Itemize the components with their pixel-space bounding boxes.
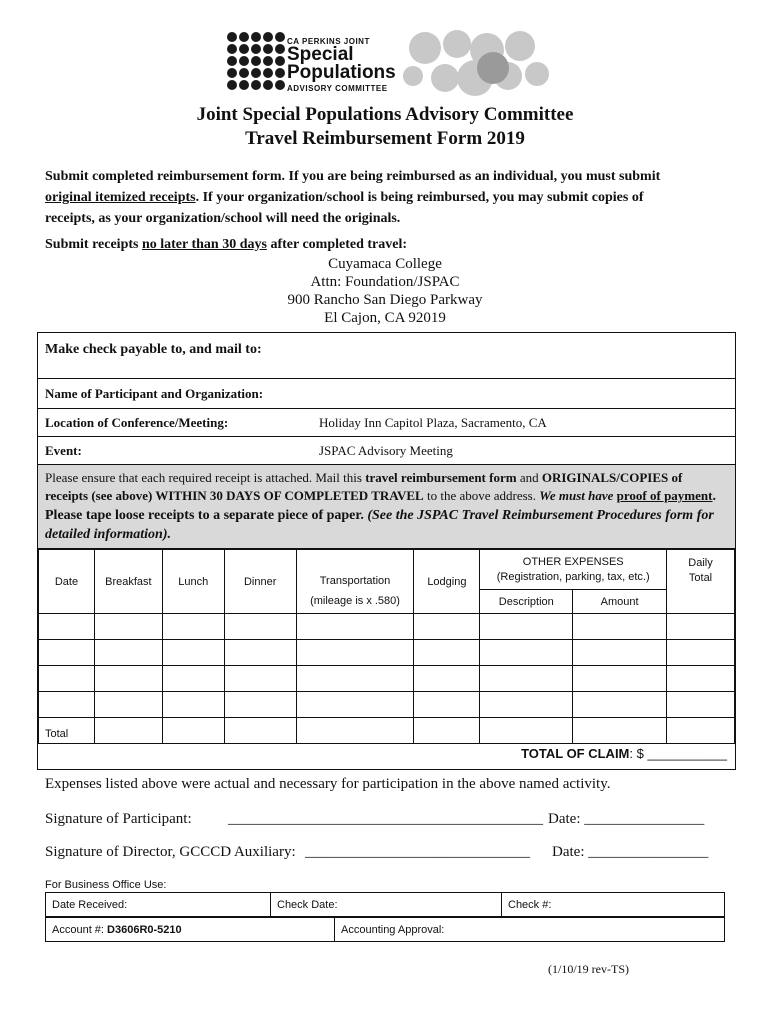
deadline-text-underlined: no later than 30 days xyxy=(141,237,267,252)
table-cell[interactable] xyxy=(94,666,162,692)
table-cell[interactable] xyxy=(573,614,667,640)
expense-table xyxy=(38,549,735,744)
table-cell[interactable] xyxy=(94,692,162,718)
total-cell[interactable] xyxy=(573,718,667,744)
declaration: Expenses listed above were actual and necessary for participation in the above named activity. xyxy=(45,776,611,792)
table-cell[interactable] xyxy=(39,614,95,640)
table-cell[interactable] xyxy=(414,666,480,692)
table-cell[interactable] xyxy=(224,614,296,640)
table-cell[interactable] xyxy=(162,692,224,718)
table-cell[interactable] xyxy=(296,666,414,692)
header-other-line-1: OTHER EXPENSES xyxy=(522,555,624,568)
table-cell[interactable] xyxy=(414,640,480,666)
address-line-4: El Cajon, CA 92019 xyxy=(324,310,446,326)
business-office-heading: For Business Office Use: xyxy=(45,879,167,891)
table-row[interactable] xyxy=(39,640,735,666)
notice-panel xyxy=(38,465,735,549)
table-cell[interactable] xyxy=(573,666,667,692)
logo-line-4: ADVISORY COMMITTEE xyxy=(287,84,388,93)
date-received-field[interactable]: Date Received: xyxy=(46,893,271,917)
table-cell[interactable] xyxy=(296,692,414,718)
table-cell[interactable] xyxy=(573,640,667,666)
event-value: JSPAC Advisory Meeting xyxy=(319,443,453,458)
header-mileage: (mileage is x .580) xyxy=(296,590,414,614)
header-transportation xyxy=(296,550,414,590)
header-lunch: Lunch xyxy=(162,550,224,614)
table-cell[interactable] xyxy=(480,614,573,640)
account-number-label: Account #: xyxy=(52,923,108,936)
table-cell[interactable] xyxy=(573,692,667,718)
table-cell[interactable] xyxy=(162,666,224,692)
event-row[interactable] xyxy=(38,437,735,465)
check-date-field[interactable]: Check Date: xyxy=(271,893,502,917)
total-row[interactable] xyxy=(39,718,735,744)
participant-date-field[interactable]: Date: ________________ xyxy=(548,811,705,827)
logo-line-1: CA PERKINS JOINT xyxy=(287,37,370,46)
notice-text-5: to the above address. xyxy=(423,488,540,503)
total-row-label: Total xyxy=(39,718,95,744)
director-date-field[interactable]: Date: ________________ xyxy=(552,844,709,860)
header-transportation-label: Transportation xyxy=(319,574,391,587)
payable-label: Make check payable to, and mail to: xyxy=(45,342,262,357)
intro-original-receipts: original itemized receipts xyxy=(45,190,196,205)
header-daily-line-1: Daily xyxy=(688,557,713,569)
table-cell[interactable] xyxy=(224,692,296,718)
table-cell[interactable] xyxy=(667,640,735,666)
header-date: Date xyxy=(39,550,95,614)
header-daily-line-2: Total xyxy=(688,572,713,584)
deadline-paragraph xyxy=(45,234,735,255)
account-number-field[interactable] xyxy=(46,918,335,942)
header-dinner: Dinner xyxy=(224,550,296,614)
table-cell[interactable] xyxy=(667,614,735,640)
participant-label: Name of Participant and Organization: xyxy=(45,386,264,401)
header-other-line-2: (Registration, parking, tax, etc.) xyxy=(496,570,650,583)
notice-text-8: . Please tape loose receipts to a separate piece of paper. xyxy=(45,489,716,523)
total-of-claim[interactable] xyxy=(521,746,727,761)
total-cell[interactable] xyxy=(414,718,480,744)
table-cell[interactable] xyxy=(94,614,162,640)
total-of-claim-label: TOTAL OF CLAIM xyxy=(521,746,630,761)
payable-row[interactable] xyxy=(38,333,735,379)
table-cell[interactable] xyxy=(480,692,573,718)
director-signature-label: Signature of Director, GCCCD Auxiliary: xyxy=(45,844,296,860)
table-cell[interactable] xyxy=(414,614,480,640)
intro-line-1: Submit completed reimbursement form. If you are being reimbursed as an individual, you must submit xyxy=(45,169,661,184)
header-other-expenses xyxy=(480,550,667,590)
location-row[interactable] xyxy=(38,409,735,437)
location-label: Location of Conference/Meeting: xyxy=(45,415,229,430)
participant-row[interactable] xyxy=(38,379,735,409)
total-cell[interactable] xyxy=(224,718,296,744)
logo xyxy=(225,28,550,98)
notice-text-4: ORIGINALS/COPIES of receipts (see above) WITHIN 30 DAYS OF COMPLETED TRAVEL xyxy=(45,470,683,503)
table-cell[interactable] xyxy=(39,692,95,718)
page-subtitle: Travel Reimbursement Form 2019 xyxy=(245,128,525,149)
event-label: Event: xyxy=(45,443,82,458)
notice-text-7: proof of payment xyxy=(616,488,713,503)
check-number-field[interactable]: Check #: xyxy=(502,893,725,917)
table-cell[interactable] xyxy=(296,640,414,666)
intro-paragraph xyxy=(45,166,735,229)
table-cell[interactable] xyxy=(667,692,735,718)
table-cell[interactable] xyxy=(414,692,480,718)
header-description: Description xyxy=(480,590,573,614)
logo-line-3: Populations xyxy=(287,62,396,83)
address-line-3: 900 Rancho San Diego Parkway xyxy=(287,292,483,308)
participant-signature-label: Signature of Participant: xyxy=(45,811,192,827)
address-line-1: Cuyamaca College xyxy=(328,256,442,272)
revision-footer: (1/10/19 rev-TS) xyxy=(548,962,629,976)
notice-text-3: and xyxy=(516,470,542,485)
table-row[interactable] xyxy=(39,692,735,718)
logo-line-2: Special xyxy=(287,44,354,65)
table-cell[interactable] xyxy=(162,640,224,666)
table-cell[interactable] xyxy=(94,640,162,666)
table-cell[interactable] xyxy=(667,666,735,692)
account-number-value: D3606R0-5210 xyxy=(107,923,182,936)
header-lodging: Lodging xyxy=(414,550,480,614)
header-breakfast: Breakfast xyxy=(94,550,162,614)
table-cell[interactable] xyxy=(39,666,95,692)
total-cell[interactable] xyxy=(162,718,224,744)
total-cell[interactable] xyxy=(480,718,573,744)
total-cell[interactable] xyxy=(296,718,414,744)
notice-text-9: (See the JSPAC Travel Reimbursement Procedures form for detailed information). xyxy=(45,508,714,542)
table-row[interactable] xyxy=(39,666,735,692)
header-amount: Amount xyxy=(573,590,667,614)
total-cell[interactable] xyxy=(667,718,735,744)
table-cell[interactable] xyxy=(480,666,573,692)
page-title: Joint Special Populations Advisory Committee xyxy=(196,104,574,125)
accounting-approval-field[interactable]: Accounting Approval: xyxy=(335,918,725,942)
notice-text-6: We must have xyxy=(539,488,617,503)
director-signature-line[interactable]: ______________________________ xyxy=(305,844,530,860)
table-cell[interactable] xyxy=(39,640,95,666)
table-cell[interactable] xyxy=(162,614,224,640)
table-cell[interactable] xyxy=(224,640,296,666)
table-cell[interactable] xyxy=(224,666,296,692)
participant-signature-line[interactable]: __________________________________________ xyxy=(228,811,543,827)
notice-text-2: travel reimbursement form xyxy=(365,470,517,485)
business-office-table-1 xyxy=(45,892,725,917)
reimbursement-form xyxy=(37,332,736,770)
table-cell[interactable] xyxy=(480,640,573,666)
total-of-claim-field[interactable]: : $ ___________ xyxy=(629,746,727,761)
deadline-text-a: Submit receipts xyxy=(45,237,142,252)
address-line-2: Attn: Foundation/JSPAC xyxy=(310,274,460,290)
table-row[interactable] xyxy=(39,614,735,640)
intro-line-3: receipts, as your organization/school will need the originals. xyxy=(45,211,401,226)
deadline-text-b: after completed travel: xyxy=(266,237,408,252)
intro-line-2: . If your organization/school is being reimbursed, you may submit copies of xyxy=(195,190,644,205)
header-daily-total xyxy=(667,550,735,614)
table-cell[interactable] xyxy=(296,614,414,640)
total-cell[interactable] xyxy=(94,718,162,744)
business-office-table-2 xyxy=(45,917,725,942)
notice-text-1: Please ensure that each required receipt is attached. Mail this xyxy=(45,470,366,485)
location-value: Holiday Inn Capitol Plaza, Sacramento, CA xyxy=(319,415,547,430)
